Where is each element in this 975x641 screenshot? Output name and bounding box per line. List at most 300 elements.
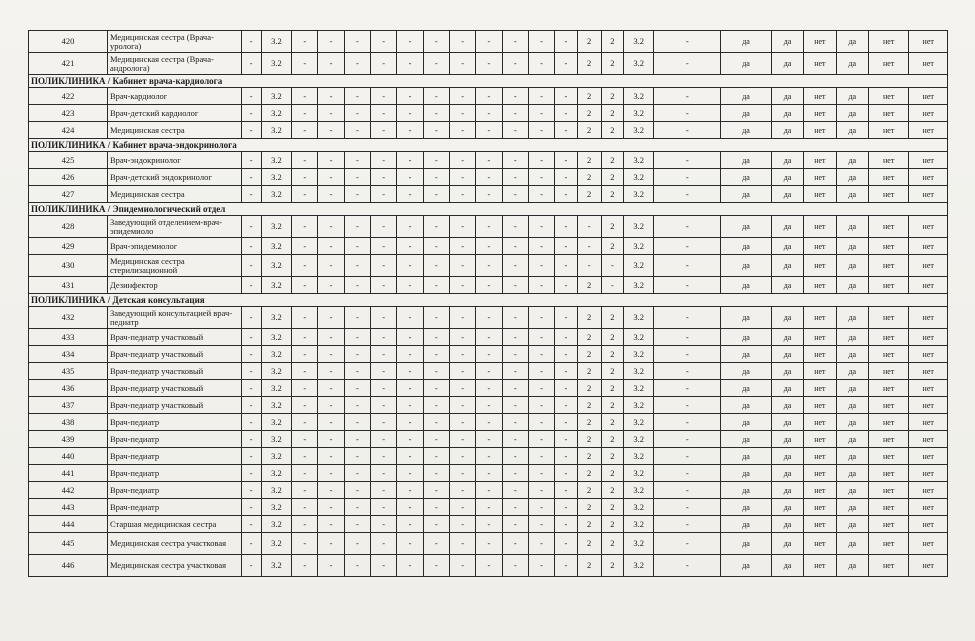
factor-cell: -: [241, 346, 261, 363]
factor-cell: -: [555, 555, 577, 577]
factor-cell: -: [423, 555, 449, 577]
compensation-cell: да: [836, 186, 868, 203]
factor-cell: -: [423, 216, 449, 238]
factor-cell: -: [502, 329, 528, 346]
compensation-cell: нет: [868, 255, 908, 277]
factor-cell: -: [344, 414, 370, 431]
factor-cell: -: [476, 431, 502, 448]
compensation-cell: да: [771, 363, 803, 380]
factor-cell: -: [371, 238, 397, 255]
factor-cell: -: [318, 307, 344, 329]
factor-cell: -: [344, 122, 370, 139]
factor-cell: 3.2: [261, 380, 291, 397]
compensation-cell: да: [771, 53, 803, 75]
factor-cell: -: [397, 277, 423, 294]
workplace-assessment-table: [28, 30, 948, 577]
table-row: [29, 105, 948, 122]
factor-cell: -: [344, 431, 370, 448]
factor-cell: -: [476, 31, 502, 53]
factor-cell: -: [423, 152, 449, 169]
factor-cell: -: [555, 380, 577, 397]
factor-cell: -: [450, 169, 476, 186]
factor-cell: 2: [601, 499, 623, 516]
compensation-cell: да: [836, 555, 868, 577]
factor-cell: -: [292, 122, 318, 139]
compensation-cell: нет: [909, 255, 948, 277]
compensation-cell: да: [836, 307, 868, 329]
compensation-cell: да: [771, 346, 803, 363]
factor-cell: -: [555, 105, 577, 122]
compensation-cell: нет: [804, 31, 836, 53]
compensation-cell: нет: [868, 431, 908, 448]
compensation-cell: да: [721, 277, 772, 294]
factor-cell: -: [397, 53, 423, 75]
factor-cell: -: [502, 216, 528, 238]
factor-cell: -: [292, 216, 318, 238]
factor-cell: 2: [577, 105, 601, 122]
factor-cell: -: [241, 238, 261, 255]
row-number: 425: [29, 152, 108, 169]
compensation-cell: да: [836, 169, 868, 186]
factor-cell: -: [371, 516, 397, 533]
factor-cell: 2: [601, 482, 623, 499]
factor-cell: -: [397, 31, 423, 53]
factor-cell: -: [502, 88, 528, 105]
factor-cell: -: [528, 329, 554, 346]
factor-cell: -: [423, 448, 449, 465]
factor-cell: -: [344, 533, 370, 555]
compensation-cell: да: [771, 186, 803, 203]
compensation-cell: да: [836, 482, 868, 499]
factor-cell: -: [241, 555, 261, 577]
factor-cell: 3.2: [261, 216, 291, 238]
compensation-cell: да: [771, 397, 803, 414]
factor-cell: -: [318, 53, 344, 75]
factor-cell: 2: [601, 380, 623, 397]
table-row: [29, 255, 948, 277]
compensation-cell: да: [836, 516, 868, 533]
factor-cell: -: [371, 255, 397, 277]
table-row: [29, 363, 948, 380]
factor-cell: 3.2: [261, 152, 291, 169]
factor-cell: 2: [601, 169, 623, 186]
table-row: [29, 88, 948, 105]
factor-cell: -: [476, 53, 502, 75]
compensation-cell: да: [771, 255, 803, 277]
row-number: 438: [29, 414, 108, 431]
factor-cell: -: [423, 363, 449, 380]
factor-cell: 2: [601, 152, 623, 169]
factor-cell: -: [344, 307, 370, 329]
row-number: 442: [29, 482, 108, 499]
section-title: ПОЛИКЛИНИКА / Эпидемиологический отдел: [29, 203, 948, 216]
factor-cell: -: [476, 465, 502, 482]
compensation-cell: нет: [868, 448, 908, 465]
factor-cell: 3.2: [261, 533, 291, 555]
row-number: 428: [29, 216, 108, 238]
factor-cell: -: [502, 482, 528, 499]
factor-cell: -: [450, 122, 476, 139]
factor-cell: -: [528, 255, 554, 277]
factor-cell: 2: [601, 533, 623, 555]
factor-cell: -: [371, 277, 397, 294]
factor-cell: 3.2: [261, 555, 291, 577]
table-row: [29, 238, 948, 255]
compensation-cell: нет: [868, 31, 908, 53]
factor-cell: -: [450, 363, 476, 380]
factor-cell: -: [344, 363, 370, 380]
compensation-cell: нет: [804, 255, 836, 277]
factor-cell: -: [528, 105, 554, 122]
factor-cell: -: [450, 414, 476, 431]
factor-cell: -: [344, 53, 370, 75]
factor-cell: -: [502, 238, 528, 255]
factor-cell: -: [241, 414, 261, 431]
compensation-cell: да: [771, 152, 803, 169]
factor-cell: -: [241, 380, 261, 397]
factor-cell: -: [371, 363, 397, 380]
factor-cell: -: [241, 277, 261, 294]
compensation-cell: нет: [868, 380, 908, 397]
compensation-cell: нет: [804, 53, 836, 75]
factor-cell: -: [241, 307, 261, 329]
factor-cell: 2: [577, 31, 601, 53]
table-row: [29, 277, 948, 294]
factor-cell: -: [528, 152, 554, 169]
factor-cell: -: [397, 186, 423, 203]
factor-cell: -: [397, 169, 423, 186]
compensation-cell: да: [836, 152, 868, 169]
compensation-cell: да: [836, 329, 868, 346]
factor-cell: -: [654, 397, 721, 414]
factor-cell: -: [528, 31, 554, 53]
compensation-cell: нет: [804, 238, 836, 255]
factor-cell: -: [654, 53, 721, 75]
row-number: 423: [29, 105, 108, 122]
factor-cell: -: [476, 255, 502, 277]
table-row: [29, 431, 948, 448]
factor-cell: -: [241, 448, 261, 465]
factor-cell: -: [397, 448, 423, 465]
factor-cell: -: [502, 346, 528, 363]
factor-cell: -: [318, 169, 344, 186]
factor-cell: -: [450, 88, 476, 105]
factor-cell: -: [241, 516, 261, 533]
compensation-cell: нет: [909, 186, 948, 203]
factor-cell: -: [241, 169, 261, 186]
section-header-row: [29, 75, 948, 88]
factor-cell: -: [292, 277, 318, 294]
factor-cell: -: [528, 169, 554, 186]
factor-cell: 3.2: [261, 255, 291, 277]
factor-cell: 2: [601, 122, 623, 139]
factor-cell: 3.2: [624, 431, 654, 448]
row-number: 440: [29, 448, 108, 465]
factor-cell: -: [241, 152, 261, 169]
factor-cell: -: [654, 414, 721, 431]
factor-cell: 3.2: [261, 346, 291, 363]
compensation-cell: да: [836, 277, 868, 294]
factor-cell: -: [502, 555, 528, 577]
compensation-cell: нет: [868, 482, 908, 499]
factor-cell: -: [502, 152, 528, 169]
factor-cell: -: [654, 380, 721, 397]
factor-cell: -: [476, 307, 502, 329]
compensation-cell: да: [771, 105, 803, 122]
factor-cell: -: [423, 516, 449, 533]
factor-cell: -: [502, 414, 528, 431]
factor-cell: -: [502, 255, 528, 277]
factor-cell: -: [654, 186, 721, 203]
factor-cell: -: [577, 255, 601, 277]
factor-cell: 3.2: [624, 482, 654, 499]
factor-cell: -: [292, 363, 318, 380]
factor-cell: -: [528, 238, 554, 255]
position-name: Врач-педиатр участковый: [107, 380, 241, 397]
factor-cell: -: [371, 216, 397, 238]
factor-cell: -: [502, 499, 528, 516]
table-row: [29, 186, 948, 203]
row-number: 430: [29, 255, 108, 277]
factor-cell: 3.2: [624, 499, 654, 516]
compensation-cell: нет: [868, 122, 908, 139]
factor-cell: -: [344, 169, 370, 186]
position-name: Старшая медицинская сестра: [107, 516, 241, 533]
factor-cell: -: [476, 397, 502, 414]
compensation-cell: нет: [868, 88, 908, 105]
factor-cell: -: [397, 555, 423, 577]
factor-cell: -: [344, 448, 370, 465]
factor-cell: -: [371, 346, 397, 363]
factor-cell: -: [528, 431, 554, 448]
table-row: [29, 122, 948, 139]
factor-cell: -: [397, 465, 423, 482]
position-name: Врач-педиатр участковый: [107, 346, 241, 363]
factor-cell: 2: [577, 88, 601, 105]
factor-cell: -: [654, 346, 721, 363]
factor-cell: 3.2: [624, 380, 654, 397]
factor-cell: -: [654, 122, 721, 139]
position-name: Дезинфектор: [107, 277, 241, 294]
factor-cell: -: [450, 346, 476, 363]
factor-cell: -: [371, 122, 397, 139]
compensation-cell: нет: [868, 238, 908, 255]
compensation-cell: нет: [868, 499, 908, 516]
factor-cell: 3.2: [624, 516, 654, 533]
factor-cell: -: [318, 555, 344, 577]
factor-cell: -: [528, 533, 554, 555]
compensation-cell: да: [721, 88, 772, 105]
factor-cell: 3.2: [261, 363, 291, 380]
factor-cell: -: [450, 31, 476, 53]
factor-cell: -: [344, 255, 370, 277]
factor-cell: -: [371, 380, 397, 397]
compensation-cell: нет: [868, 152, 908, 169]
compensation-cell: нет: [909, 307, 948, 329]
factor-cell: -: [397, 363, 423, 380]
factor-cell: -: [397, 329, 423, 346]
factor-cell: -: [344, 152, 370, 169]
factor-cell: -: [292, 53, 318, 75]
factor-cell: -: [318, 31, 344, 53]
position-name: Врач-детский эндокринолог: [107, 169, 241, 186]
factor-cell: -: [371, 307, 397, 329]
factor-cell: 2: [601, 555, 623, 577]
compensation-cell: да: [771, 277, 803, 294]
compensation-cell: нет: [868, 329, 908, 346]
factor-cell: 3.2: [624, 448, 654, 465]
factor-cell: -: [476, 533, 502, 555]
factor-cell: 3.2: [624, 255, 654, 277]
factor-cell: -: [528, 465, 554, 482]
factor-cell: -: [371, 397, 397, 414]
position-name: Врач-педиатр участковый: [107, 363, 241, 380]
table-row: [29, 465, 948, 482]
factor-cell: -: [502, 380, 528, 397]
compensation-cell: да: [771, 448, 803, 465]
compensation-cell: нет: [909, 363, 948, 380]
factor-cell: -: [528, 307, 554, 329]
compensation-cell: нет: [868, 346, 908, 363]
factor-cell: 2: [577, 186, 601, 203]
factor-cell: 2: [601, 363, 623, 380]
factor-cell: -: [423, 88, 449, 105]
factor-cell: -: [450, 533, 476, 555]
factor-cell: -: [654, 88, 721, 105]
factor-cell: -: [292, 169, 318, 186]
compensation-cell: нет: [804, 105, 836, 122]
factor-cell: 3.2: [261, 499, 291, 516]
compensation-cell: да: [836, 414, 868, 431]
factor-cell: -: [318, 380, 344, 397]
compensation-cell: нет: [868, 169, 908, 186]
factor-cell: -: [318, 363, 344, 380]
position-name: Медицинская сестра стерилизационной: [107, 255, 241, 277]
compensation-cell: нет: [868, 216, 908, 238]
factor-cell: -: [292, 482, 318, 499]
factor-cell: 2: [577, 499, 601, 516]
factor-cell: -: [423, 105, 449, 122]
factor-cell: -: [528, 482, 554, 499]
factor-cell: -: [241, 88, 261, 105]
factor-cell: -: [555, 346, 577, 363]
compensation-cell: нет: [909, 431, 948, 448]
factor-cell: -: [528, 380, 554, 397]
factor-cell: -: [528, 277, 554, 294]
compensation-cell: нет: [804, 329, 836, 346]
compensation-cell: да: [836, 122, 868, 139]
factor-cell: -: [423, 380, 449, 397]
factor-cell: -: [528, 448, 554, 465]
compensation-cell: да: [721, 105, 772, 122]
factor-cell: -: [292, 380, 318, 397]
factor-cell: -: [371, 169, 397, 186]
compensation-cell: нет: [909, 88, 948, 105]
factor-cell: -: [371, 152, 397, 169]
compensation-cell: нет: [909, 122, 948, 139]
factor-cell: 3.2: [624, 397, 654, 414]
factor-cell: -: [654, 238, 721, 255]
factor-cell: -: [397, 482, 423, 499]
row-number: 420: [29, 31, 108, 53]
factor-cell: 2: [601, 186, 623, 203]
factor-cell: -: [241, 499, 261, 516]
factor-cell: -: [344, 186, 370, 203]
factor-cell: 2: [577, 122, 601, 139]
compensation-cell: нет: [868, 465, 908, 482]
factor-cell: -: [292, 329, 318, 346]
factor-cell: -: [423, 329, 449, 346]
compensation-cell: да: [836, 346, 868, 363]
compensation-cell: нет: [804, 431, 836, 448]
factor-cell: -: [528, 414, 554, 431]
factor-cell: -: [555, 186, 577, 203]
factor-cell: -: [555, 169, 577, 186]
factor-cell: -: [476, 555, 502, 577]
factor-cell: 3.2: [261, 516, 291, 533]
factor-cell: 3.2: [261, 88, 291, 105]
position-name: Врач-эндокринолог: [107, 152, 241, 169]
compensation-cell: нет: [909, 346, 948, 363]
factor-cell: -: [476, 186, 502, 203]
compensation-cell: нет: [804, 186, 836, 203]
position-name: Врач-педиатр: [107, 499, 241, 516]
factor-cell: 3.2: [624, 31, 654, 53]
factor-cell: -: [318, 533, 344, 555]
factor-cell: 3.2: [624, 363, 654, 380]
compensation-cell: да: [771, 88, 803, 105]
compensation-cell: нет: [804, 499, 836, 516]
factor-cell: 2: [577, 380, 601, 397]
factor-cell: -: [292, 31, 318, 53]
compensation-cell: да: [771, 380, 803, 397]
factor-cell: -: [397, 499, 423, 516]
compensation-cell: да: [771, 122, 803, 139]
factor-cell: -: [241, 482, 261, 499]
factor-cell: -: [344, 238, 370, 255]
factor-cell: 3.2: [624, 88, 654, 105]
factor-cell: -: [502, 516, 528, 533]
factor-cell: -: [654, 329, 721, 346]
compensation-cell: нет: [804, 533, 836, 555]
factor-cell: 2: [577, 414, 601, 431]
compensation-cell: да: [721, 216, 772, 238]
factor-cell: -: [241, 122, 261, 139]
factor-cell: -: [318, 152, 344, 169]
factor-cell: -: [450, 238, 476, 255]
compensation-cell: да: [836, 465, 868, 482]
factor-cell: -: [241, 255, 261, 277]
factor-cell: -: [450, 105, 476, 122]
row-number: 441: [29, 465, 108, 482]
factor-cell: -: [423, 414, 449, 431]
factor-cell: -: [450, 277, 476, 294]
factor-cell: 2: [601, 31, 623, 53]
factor-cell: -: [502, 307, 528, 329]
factor-cell: -: [371, 329, 397, 346]
position-name: Врач-эпидемиолог: [107, 238, 241, 255]
compensation-cell: да: [721, 516, 772, 533]
compensation-cell: нет: [868, 53, 908, 75]
compensation-cell: нет: [804, 88, 836, 105]
factor-cell: -: [423, 255, 449, 277]
factor-cell: -: [476, 482, 502, 499]
compensation-cell: да: [771, 465, 803, 482]
factor-cell: -: [450, 216, 476, 238]
factor-cell: -: [502, 277, 528, 294]
compensation-cell: да: [836, 53, 868, 75]
factor-cell: -: [318, 516, 344, 533]
